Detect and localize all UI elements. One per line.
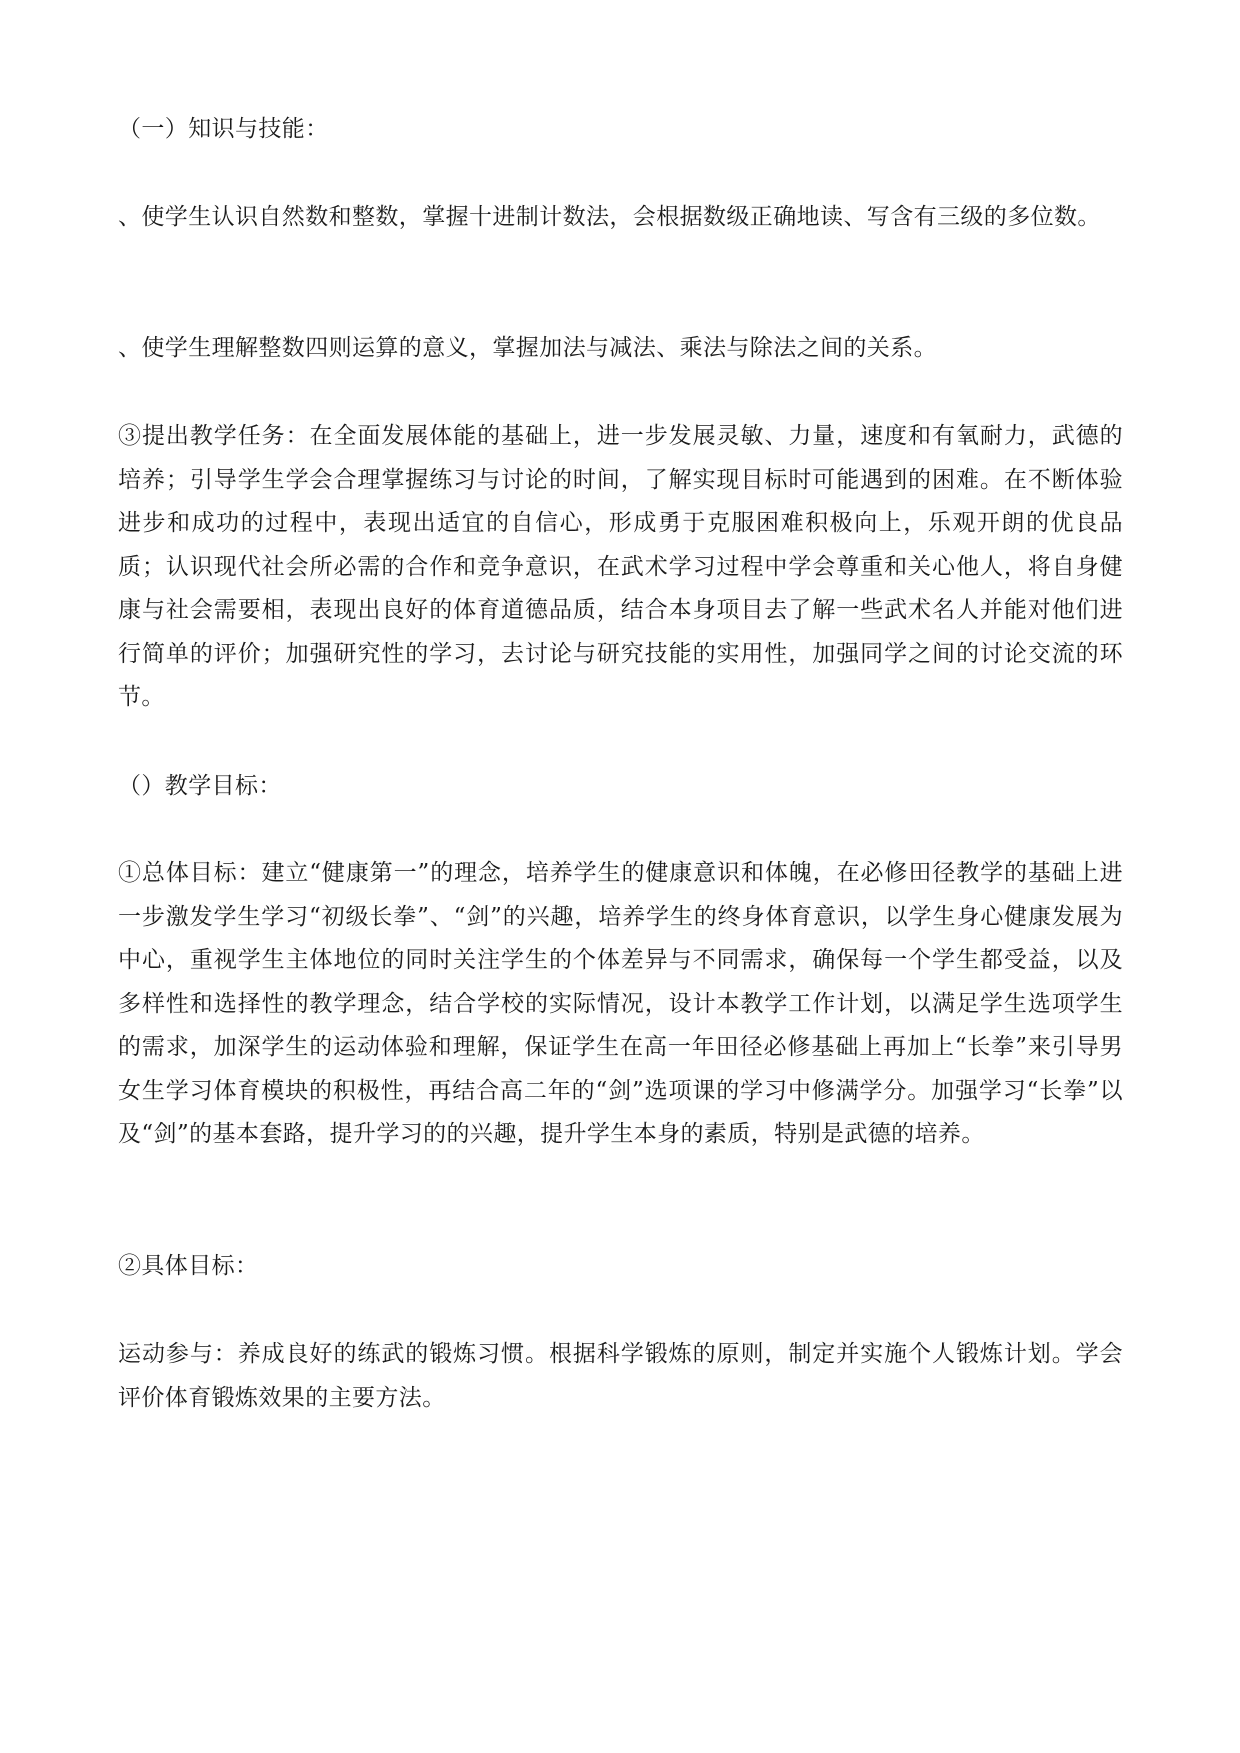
section-heading-specific-goals: ②具体目标：	[118, 1253, 259, 1279]
paragraph-natural-numbers: 、使学生认识自然数和整数，掌握十进制计数法，会根据数级正确地读、写含有三级的多位数。	[118, 204, 1101, 230]
paragraph-four-operations: 、使学生理解整数四则运算的意义，掌握加法与减法、乘法与除法之间的关系。	[118, 335, 937, 361]
section-heading-knowledge-skills: （一）知识与技能：	[118, 116, 329, 142]
paragraph-teaching-tasks: ③提出教学任务：在全面发展体能的基础上，进一步发展灵敏、力量，速度和有氧耐力，武德的培养；引导学生学会合理掌握练习与讨论的时间，了解实现目标时可能遇到的困难。在不断体验进步和成功的过程中，表现出适宜的自信心，形成勇于克服困难积极向上，乐观开朗的优良品质；认识现代社会所必需的合作和竞争意识，在武术学习过程中学会尊重和关心他人，将自身健康与社会需要相，表现出良好的体育道德品质，结合本身项目去了解一些武术名人并能对他们进行简单的评价；加强研究性的学习，去讨论与研究技能的实用性，加强同学之间的讨论交流的环节。	[118, 423, 1123, 710]
section-heading-teaching-goals: （）教学目标：	[118, 773, 282, 799]
paragraph-overall-goal: ①总体目标：建立“健康第一”的理念，培养学生的健康意识和体魄，在必修田径教学的基础上进一步激发学生学习“初级长拳”、“剑”的兴趣，培养学生的终身体育意识，以学生身心健康发展为中心，重视学生主体地位的同时关注学生的个体差异与不同需求，确保每一个学生都受益，以及多样性和选择性的教学理念，结合学校的实际情况，设计本教学工作计划，以满足学生选项学生的需求，加深学生的运动体验和理解，保证学生在高一年田径必修基础上再加上“长拳”来引导男女生学习体育模块的积极性，再结合高二年的“剑”选项课的学习中修满学分。加强学习“长拳”以及“剑”的基本套路，提升学习的的兴趣，提升学生本身的素质，特别是武德的培养。	[118, 860, 1123, 1147]
paragraph-sports-participation: 运动参与：养成良好的练武的锻炼习惯。根据科学锻炼的原则，制定并实施个人锻炼计划。学会评价体育锻炼效果的主要方法。	[118, 1341, 1123, 1411]
